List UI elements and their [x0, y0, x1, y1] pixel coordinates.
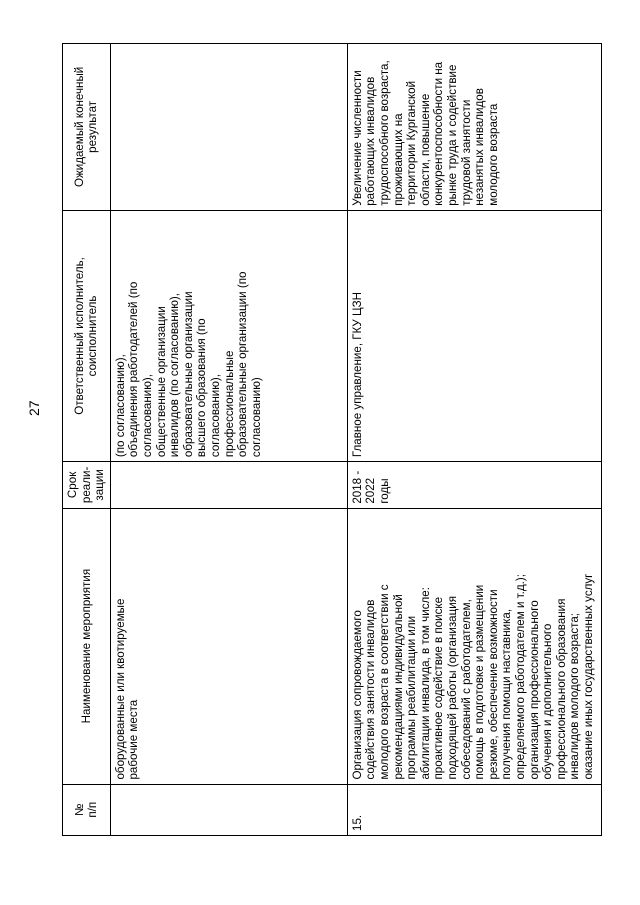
row-result — [110, 44, 347, 211]
row-name: оборудованные или квотируемые рабочие места — [110, 508, 347, 784]
table-header-row — [63, 44, 111, 836]
row-executor: (по согласованию), объединения работодателей (по согласованию), общественные организации инвалидов (по согласованию), образовательные организации высшего образования (по согласованию), профессиональные образовательные организации (по согласованию) — [110, 210, 347, 461]
row-term: 2018 - 2022 годы — [347, 462, 601, 509]
header-executor: Ответственный исполнитель, соисполнитель — [63, 210, 111, 461]
header-name: Наименование мероприятия — [63, 508, 111, 784]
page-number: 27 — [26, 400, 42, 416]
header-result: Ожидаемый конечный результат — [63, 44, 111, 211]
row-num — [110, 784, 347, 835]
table-row — [110, 44, 347, 836]
row-executor: Главное управление, ГКУ ЦЗН — [347, 210, 601, 461]
row-num: 15. — [347, 784, 601, 835]
row-name: Организация сопровождаемого содействия занятости инвалидов молодого возраста в соответствии с рекомендациями индивидуальной программы реабилитации или абилитации инвалида, в том числе: проактивное содействие в поиске подходящей работы (организация собеседований с работодателем, помощь в подготовке и размещении резюме, обеспечение возможности получения помощи наставника, определяемого работодателем и т.д.); организация профессионального обучения и дополнительного профессионального образования инвалидов молодого возраста; оказание иных государственных услуг — [347, 508, 601, 784]
header-term: Срок реали- зации — [63, 462, 111, 509]
measures-table — [62, 43, 599, 836]
row-term — [110, 462, 347, 509]
header-num: № п/п — [63, 784, 111, 835]
row-result: Увеличение численности работающих инвалидов трудоспособного возраста, проживающих на территории Курганской области, повышение конкурентоспособности на рынке труда и содействие трудовой занятости незанятых инвалидов молодого возраста — [347, 44, 601, 211]
table-row — [347, 44, 601, 836]
